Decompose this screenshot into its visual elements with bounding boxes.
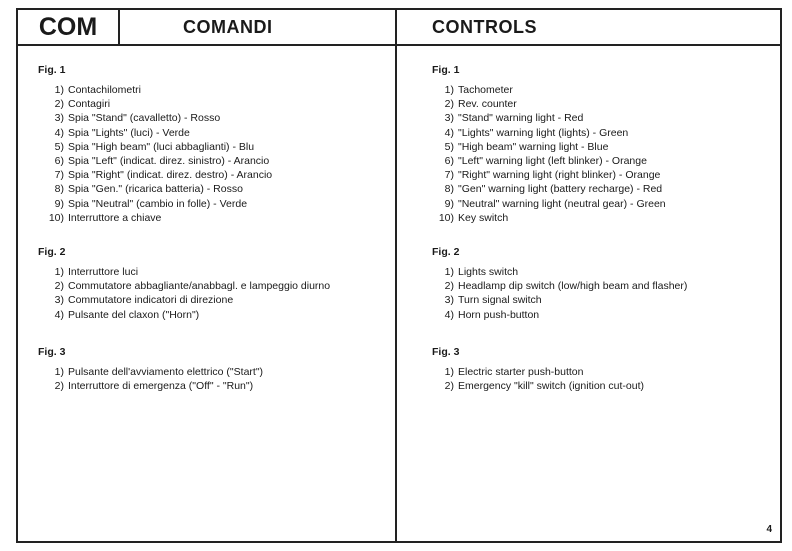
page-header (18, 10, 780, 46)
title-italian: COMANDI (183, 17, 273, 37)
item-text: Contachilometri (68, 84, 141, 96)
it-fig1-list (38, 83, 272, 225)
item-text: Electric starter push-button (458, 366, 584, 378)
section-code: COM (18, 10, 120, 44)
item-text: Contagiri (68, 98, 111, 111)
item-number: 9) (444, 197, 454, 210)
item-text: "Lights" warning light (lights) - Green (458, 126, 629, 139)
item-number: 2) (444, 380, 454, 393)
item-number: 1) (54, 266, 64, 278)
item-text: Spia "Stand" (cavalletto) - Rosso (68, 112, 221, 125)
list-item (38, 97, 272, 111)
list-item (432, 83, 666, 97)
list-item (38, 211, 272, 225)
item-number: 4) (444, 308, 454, 321)
list-item (432, 308, 687, 322)
list-item (432, 97, 666, 111)
item-number: 4) (444, 126, 454, 139)
list-item (432, 111, 666, 125)
item-number: 5) (444, 140, 454, 153)
item-text: "Left" warning light (left blinker) - Orange (458, 154, 647, 167)
item-number: 1) (444, 266, 454, 278)
item-text: Pulsante del claxon ("Horn") (68, 308, 200, 321)
list-item (38, 111, 272, 125)
en-fig2-list (432, 265, 687, 322)
list-item (432, 365, 644, 379)
list-item (38, 168, 272, 182)
item-number: 3) (444, 112, 454, 125)
item-text: Interruttore a chiave (68, 211, 162, 224)
en-fig2-section (432, 245, 687, 322)
item-number: 6) (444, 154, 454, 167)
list-item (38, 140, 272, 154)
item-number: 8) (54, 183, 64, 196)
item-number: 2) (54, 98, 64, 111)
item-text: Spia "Neutral" (cambio in folle) - Verde (68, 197, 248, 210)
en-fig3-list (432, 365, 644, 393)
it-fig3-section (38, 345, 263, 393)
it-fig2-label: Fig. 2 (38, 246, 66, 258)
item-text: Key switch (458, 211, 509, 224)
item-number: 2) (54, 280, 64, 293)
item-number: 3) (54, 112, 64, 125)
list-item (432, 182, 666, 196)
item-text: "Gen" warning light (battery recharge) - Red (458, 183, 663, 196)
page-number: 4 (766, 524, 772, 535)
item-text: Rev. counter (458, 98, 517, 111)
item-number: 4) (54, 126, 64, 139)
item-number: 10) (438, 211, 454, 224)
item-text: "Right" warning light (right blinker) - Orange (458, 169, 661, 182)
list-item (38, 293, 330, 307)
list-item (432, 168, 666, 182)
list-item (432, 126, 666, 140)
item-number: 7) (54, 169, 64, 182)
item-text: Spia "Lights" (luci) - Verde (68, 126, 190, 139)
item-number: 3) (54, 294, 64, 307)
item-number: 7) (444, 169, 454, 182)
item-text: Commutatore indicatori di direzione (68, 294, 234, 307)
item-number: 1) (444, 84, 454, 96)
it-fig1-section (38, 63, 272, 225)
list-item (432, 140, 666, 154)
en-fig3-label: Fig. 3 (432, 346, 460, 358)
item-number: 2) (444, 280, 454, 293)
it-fig2-section (38, 245, 330, 322)
item-number: 10) (48, 211, 64, 224)
en-fig1-label: Fig. 1 (432, 64, 460, 76)
it-fig3-label: Fig. 3 (38, 346, 66, 358)
list-item (38, 265, 330, 279)
item-text: "High beam" warning light - Blue (458, 140, 609, 153)
item-text: Tachometer (458, 84, 513, 96)
list-item (38, 379, 263, 393)
item-text: Lights switch (458, 266, 519, 278)
item-text: Spia "Right" (indicat. direz. destro) - Arancio (68, 169, 273, 182)
item-number: 1) (54, 366, 64, 378)
list-item (432, 197, 666, 211)
item-text: Horn push-button (458, 308, 540, 321)
item-number: 8) (444, 183, 454, 196)
item-text: Commutatore abbagliante/anabbagl. e lampeggio diurno (68, 280, 331, 293)
item-number: 4) (54, 308, 64, 321)
item-text: Turn signal switch (458, 294, 542, 307)
list-item (38, 126, 272, 140)
item-number: 3) (444, 294, 454, 307)
list-item (432, 154, 666, 168)
list-item (432, 211, 666, 225)
item-text: Spia "Gen." (ricarica batteria) - Rosso (68, 183, 243, 196)
it-fig1-label: Fig. 1 (38, 64, 66, 76)
item-text: Headlamp dip switch (low/high beam and flasher) (458, 280, 688, 293)
en-fig1-list (432, 83, 666, 225)
en-fig3-section (432, 345, 644, 393)
it-fig2-list (38, 265, 330, 322)
manual-page (16, 8, 782, 543)
item-number: 9) (54, 197, 64, 210)
en-fig1-section (432, 63, 666, 225)
item-text: "Neutral" warning light (neutral gear) - Green (458, 197, 666, 210)
title-english: CONTROLS (432, 17, 537, 37)
item-text: Spia "High beam" (luci abbaglianti) - Blu (68, 140, 255, 153)
item-number: 1) (54, 84, 64, 96)
list-item (38, 182, 272, 196)
list-item (38, 279, 330, 293)
list-item (432, 265, 687, 279)
list-item (38, 197, 272, 211)
list-item (38, 308, 330, 322)
list-item (38, 154, 272, 168)
item-number: 2) (54, 380, 64, 393)
en-fig2-label: Fig. 2 (432, 246, 460, 258)
item-number: 2) (444, 98, 454, 111)
item-text: "Stand" warning light - Red (458, 112, 584, 125)
list-item (38, 83, 272, 97)
item-text: Spia "Left" (indicat. direz. sinistro) - Arancio (68, 154, 270, 167)
list-item (38, 365, 263, 379)
item-text: Emergency "kill" switch (ignition cut-out) (458, 380, 645, 393)
list-item (432, 279, 687, 293)
item-text: Interruttore di emergenza ("Off" - "Run") (68, 380, 254, 393)
column-divider (395, 10, 397, 541)
item-text: Pulsante dell'avviamento elettrico ("Start") (68, 366, 264, 378)
item-number: 6) (54, 154, 64, 167)
item-number: 1) (444, 366, 454, 378)
item-number: 5) (54, 140, 64, 153)
list-item (432, 293, 687, 307)
list-item (432, 379, 644, 393)
item-text: Interruttore luci (68, 266, 139, 278)
it-fig3-list (38, 365, 263, 393)
